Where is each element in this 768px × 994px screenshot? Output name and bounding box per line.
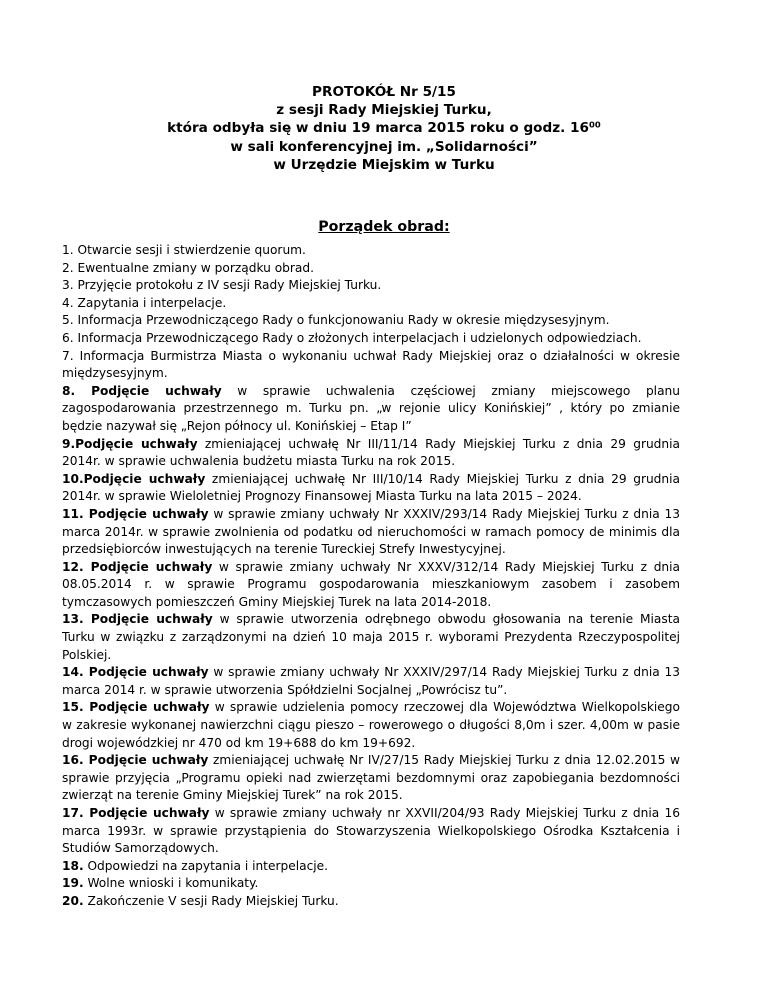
session-location: w Urzędzie Miejskim w Turku bbox=[273, 156, 495, 173]
agenda-item: 16. Podjęcie uchwały zmieniającej uchwałę Nr IV/27/15 Rady Miejskiej Turku z dnia 12.02.2015 w sprawie przyjęcia „Programu opieki nad zwierzętami bezdomnymi oraz zapobiegania bezdomności zwierząt na terenie Gminy Miejskiej Turek” na rok 2015. bbox=[62, 753, 680, 803]
agenda-item: 2. Ewentualne zmiany w porządku obrad. bbox=[62, 260, 315, 275]
session-date: która odbyła się w dniu 19 marca 2015 roku o godz. 16⁰⁰ bbox=[167, 120, 601, 137]
agenda-item: 10.Podjęcie uchwały zmieniającej uchwałę Nr III/10/14 Rady Miejskiej Turku z dnia 29 grudnia 2014r. w sprawie Wieloletniej Prognozy Finansowej Miasta Turku na lata 2015 – 2024. bbox=[62, 471, 680, 504]
agenda-item: 17. Podjęcie uchwały w sprawie zmiany uchwały nr XXVII/204/93 Rady Miejskiej Turku z dnia 16 marca 1993r. w sprawie przystąpienia do Stowarzyszenia Wielkopolskiego Ośrodka Kształcenia i Studiów Samorządowych. bbox=[62, 806, 680, 856]
agenda-item: 8. Podjęcie uchwały w sprawie uchwalenia częściowej zmiany miejscowego planu zagospodarowania przestrzennego m. Turku pn. „w rejonie ulicy Konińskiej” , który po zmianie będzie nazywał się „Rejon północy ul. Konińskiej – Etap I” bbox=[62, 383, 680, 433]
agenda-item: 6. Informacja Przewodniczącego Rady o złożonych interpelacjach i udzielonych odpowiedziach. bbox=[62, 330, 642, 345]
agenda-item: 19. Wolne wnioski i komunikaty. bbox=[62, 876, 259, 891]
agenda-item: 11. Podjęcie uchwały w sprawie zmiany uchwały Nr XXXIV/293/14 Rady Miejskiej Turku z dnia 13 marca 2014r. w sprawie zwolnienia od podatku od nieruchomości w ramach pomocy de minimis dla przedsiębiorców inwestujących na terenie Tureckiej Strefy Inwestycyjnej. bbox=[62, 506, 681, 557]
agenda-item: 4. Zapytania i interpelacje. bbox=[62, 295, 227, 310]
agenda-item: 7. Informacja Burmistrza Miasta o wykonaniu uchwał Rady Miejskiej oraz o działalności w okresie międzysesyjnym. bbox=[62, 348, 680, 381]
document-header bbox=[0, 83, 768, 174]
agenda-item: 5. Informacja Przewodniczącego Rady o funkcjonowaniu Rady w okresie międzysesyjnym. bbox=[62, 313, 610, 328]
session-venue: w sali konferencyjnej im. „Solidarności” bbox=[230, 138, 538, 155]
agenda-item: 15. Podjęcie uchwały w sprawie udzielenia pomocy rzeczowej dla Województwa Wielkopolskiego w zakresie wykonanej nawierzchni ciągu pieszo – rowerowego o długości 8,0m i szer. 4,00m w pasie drogi wojewódzkiej nr 470 od km 19+688 do km 19+692. bbox=[62, 700, 680, 750]
agenda-list bbox=[62, 242, 680, 911]
agenda-item: 3. Przyjęcie protokołu z IV sesji Rady Miejskiej Turku. bbox=[62, 278, 382, 293]
agenda-item: 1. Otwarcie sesji i stwierdzenie quorum. bbox=[62, 243, 306, 257]
agenda-item: 20. Zakończenie V sesji Rady Miejskiej Turku. bbox=[62, 893, 339, 908]
session-name: z sesji Rady Miejskiej Turku, bbox=[276, 102, 492, 119]
agenda-item: 14. Podjęcie uchwały w sprawie zmiany uchwały Nr XXXIV/297/14 Rady Miejskiej Turku z dnia 13 marca 2014 r. w sprawie utworzenia Spółdzielni Socjalnej „Powrócisz tu”. bbox=[62, 665, 681, 697]
agenda-item: 18. Odpowiedzi na zapytania i interpelacje. bbox=[62, 858, 329, 873]
agenda-item: 12. Podjęcie uchwały w sprawie zmiany uchwały Nr XXXV/312/14 Rady Miejskiej Turku z dnia 08.05.2014 r. w sprawie Programu gospodarowania mieszkaniowym zasobem i zasobem tymczasowych pomieszczeń Gminy Miejskiej Turek na lata 2014-2018. bbox=[62, 559, 681, 609]
agenda-item: 9.Podjęcie uchwały zmieniającej uchwałę Nr III/11/14 Rady Miejskiej Turku z dnia 29 grudnia 2014r. w sprawie uchwalenia budżetu miasta Turku na rok 2015. bbox=[62, 436, 680, 469]
agenda-title: Porządek obrad: bbox=[318, 219, 450, 235]
protocol-title: PROTOKÓŁ Nr 5/15 bbox=[312, 84, 456, 100]
agenda-item: 13. Podjęcie uchwały w sprawie utworzenia odrębnego obwodu głosowania na terenie Miasta Turku w związku z zarządzonymi na dzień 10 maja 2015 r. wyborami Prezydenta Rzeczypospolitej Polskiej. bbox=[62, 612, 681, 662]
